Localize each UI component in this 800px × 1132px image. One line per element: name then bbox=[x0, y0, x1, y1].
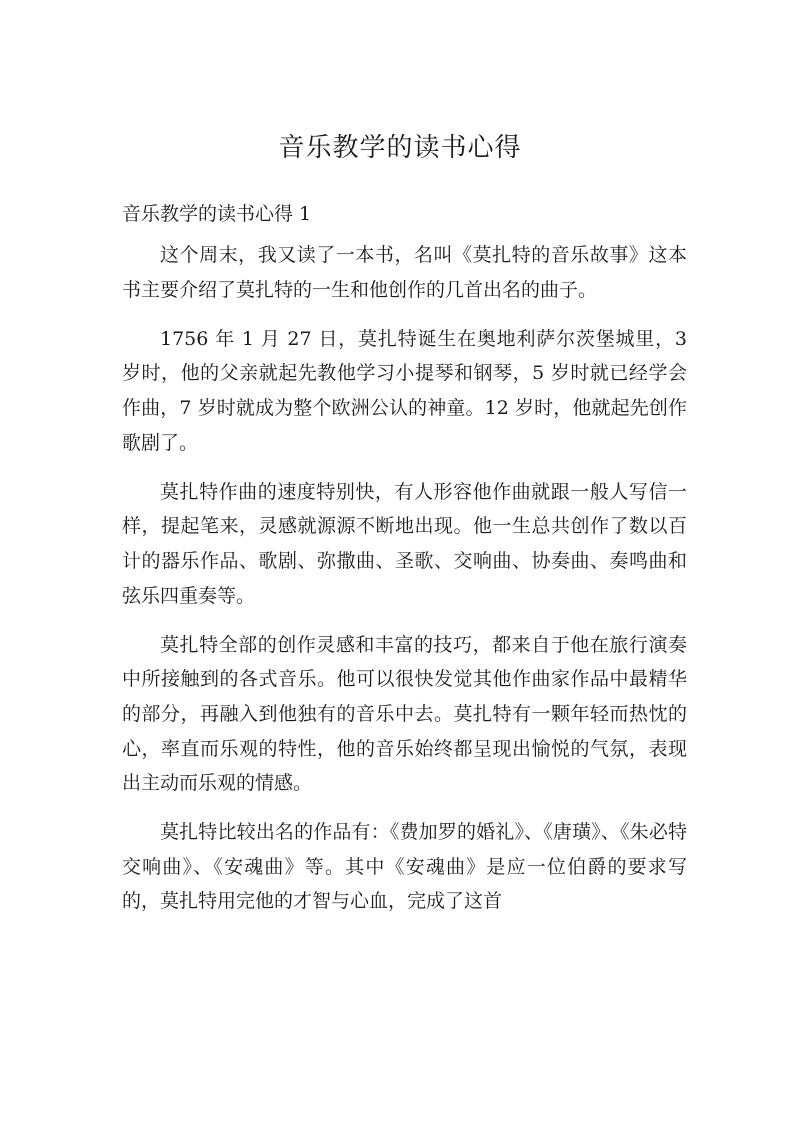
section-heading: 音乐教学的读书心得 1 bbox=[122, 203, 312, 225]
paragraph: 这个周末，我又读了一本书，名叫《莫扎特的音乐故事》这本书主要介绍了莫扎特的一生和他创作的几首出名的曲子。 bbox=[122, 244, 687, 301]
paragraph: 莫扎特全部的创作灵感和丰富的技巧，都来自于他在旅行演奏中所接触到的各式音乐。他可以很快发觉其他作曲家作品中最精华的部分，再融入到他独有的音乐中去。莫扎特有一颗年轻而热忱的心，率直而乐观的特性，他的音乐始终都呈现出愉悦的气氛，表现出主动而乐观的情感。 bbox=[122, 633, 687, 795]
body-text bbox=[122, 238, 687, 934]
paragraph: 1756 年 1 月 27 日，莫扎特诞生在奥地利萨尔茨堡城里，3 岁时，他的父亲就起先教他学习小提琴和钢琴，5 岁时就已经学会作曲，7 岁时就成为整个欧洲公认的神童。12 岁时，他就起先创作歌剧了。 bbox=[122, 327, 687, 454]
paragraph: 莫扎特比较出名的作品有：《费加罗的婚礼》、《唐璜》、《朱必特交响曲》、《安魂曲》等。其中《安魂曲》是应一位伯爵的要求写的，莫扎特用完他的才智与心血，完成了这首 bbox=[122, 821, 687, 913]
paragraph: 莫扎特作曲的速度特别快，有人形容他作曲就跟一般人写信一样，提起笔来，灵感就源源不断地出现。他一生总共创作了数以百计的器乐作品、歌剧、弥撒曲、圣歌、交响曲、协奏曲、奏鸣曲和弦乐四重奏等。 bbox=[122, 480, 687, 607]
document-title: 音乐教学的读书心得 bbox=[278, 133, 522, 163]
